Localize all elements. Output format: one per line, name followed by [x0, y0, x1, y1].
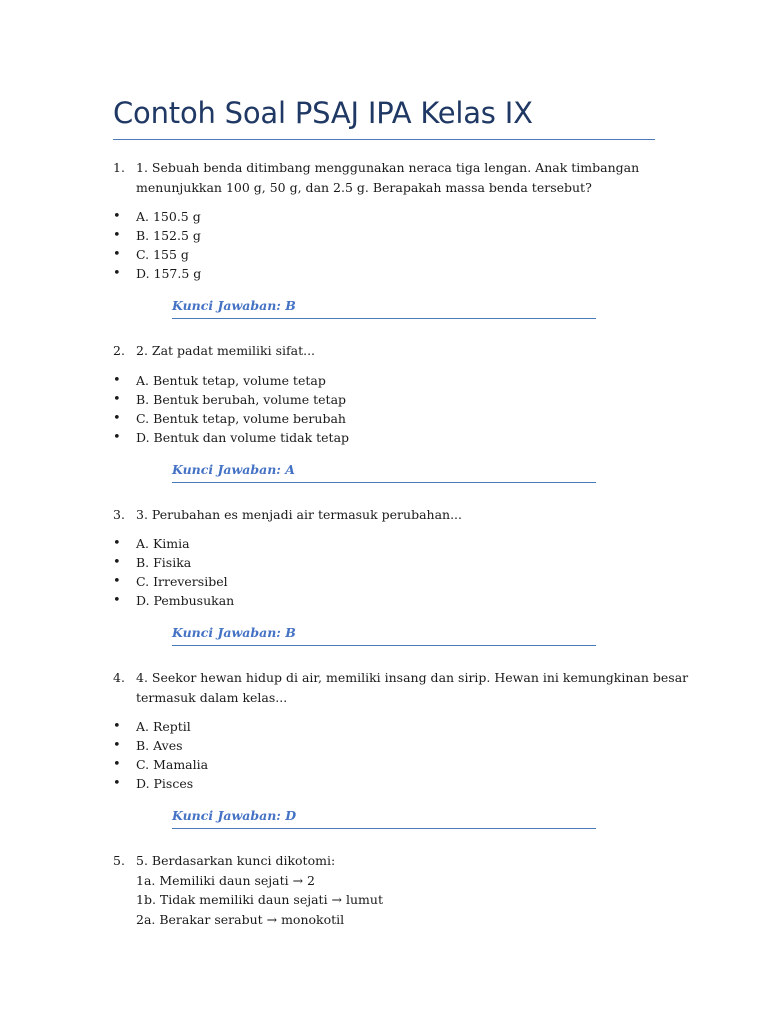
question-text — [136, 668, 689, 707]
question-line: 1a. Memiliki daun sejati → 2 — [136, 872, 316, 888]
question-line: 2a. Berakar serabut → monokotil — [136, 911, 345, 927]
question-2 — [0, 341, 768, 483]
option-list — [0, 534, 768, 610]
option-item: • D. Pisces — [0, 774, 768, 793]
question-line: 2. Zat padat memiliki sifat... — [136, 343, 316, 358]
question-number: 2. — [113, 343, 125, 358]
answer-key: Kunci Jawaban: A — [172, 460, 596, 483]
question-4 — [0, 668, 768, 829]
question-number: 4. — [113, 670, 125, 685]
option-item: • A. Reptil — [0, 717, 768, 736]
title-divider — [113, 139, 655, 140]
question-number: 3. — [113, 506, 125, 522]
question-line: 5. Berdasarkan kunci dikotomi: — [136, 853, 336, 868]
question-line: 1b. Tidak memiliki daun sejati → lumut — [136, 892, 383, 907]
question-line: 1. Sebuah benda ditimbang menggunakan neraca tiga lengan. Anak timbangan — [136, 160, 640, 175]
option-item: • A. 150.5 g — [0, 207, 768, 226]
question-text — [136, 505, 656, 525]
answer-key: Kunci Jawaban: B — [172, 623, 596, 646]
question-line: 4. Seekor hewan hidup di air, memiliki insang dan sirip. Hewan ini kemungkinan besar — [136, 670, 689, 685]
option-item: • B. 152.5 g — [0, 226, 768, 245]
option-item: • C. Bentuk tetap, volume berubah — [0, 409, 768, 428]
option-item: • C. 155 g — [0, 245, 768, 264]
option-item: • D. 157.5 g — [0, 264, 768, 283]
option-item: • B. Fisika — [0, 553, 768, 572]
page-title: Contoh Soal PSAJ IPA Kelas IX — [113, 96, 533, 130]
question-5 — [0, 851, 768, 929]
question-number: 5. — [113, 853, 125, 868]
option-item: • B. Bentuk berubah, volume tetap — [0, 390, 768, 409]
option-list — [0, 717, 768, 793]
answer-key: Kunci Jawaban: D — [172, 806, 596, 829]
option-item: • C. Irreversibel — [0, 572, 768, 591]
question-line: menunjukkan 100 g, 50 g, dan 2.5 g. Berapakah massa benda tersebut? — [136, 179, 592, 195]
option-item: • B. Aves — [0, 736, 768, 755]
question-1 — [0, 158, 768, 319]
option-item: • D. Pembusukan — [0, 591, 768, 610]
option-list — [0, 207, 768, 283]
option-item: • A. Kimia — [0, 534, 768, 553]
option-item: • D. Bentuk dan volume tidak tetap — [0, 428, 768, 447]
option-item: • A. Bentuk tetap, volume tetap — [0, 371, 768, 390]
question-line: 3. Perubahan es menjadi air termasuk perubahan... — [136, 506, 463, 522]
option-item: • C. Mamalia — [0, 755, 768, 774]
question-text — [136, 851, 656, 929]
question-number: 1. — [113, 160, 125, 175]
question-list — [0, 158, 768, 929]
question-line: termasuk dalam kelas... — [136, 689, 288, 705]
answer-key: Kunci Jawaban: B — [172, 296, 596, 319]
question-3 — [0, 505, 768, 647]
option-list — [0, 371, 768, 447]
question-text — [136, 158, 656, 197]
question-text — [136, 341, 656, 361]
